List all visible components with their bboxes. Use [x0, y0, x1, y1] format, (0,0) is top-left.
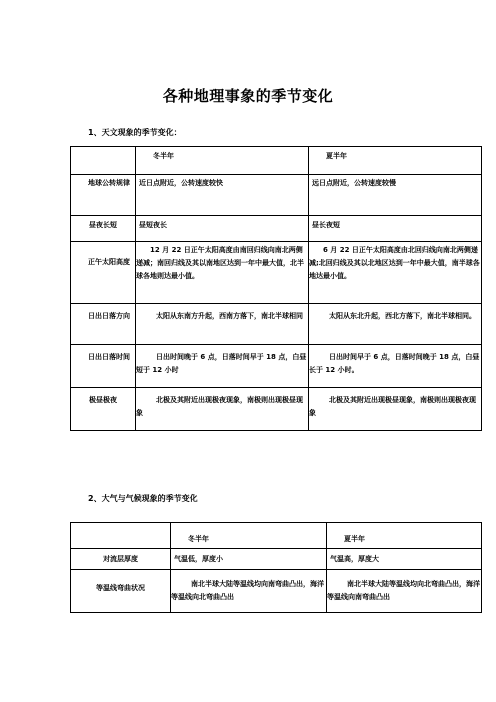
- column-header-summer: 夏半年: [309, 147, 482, 175]
- cell-daylength-summer: 昼长夜短: [309, 216, 482, 242]
- row-label-sunrise-time: 日出日落时间: [71, 345, 136, 388]
- cell-polar-winter: 北极及其附近出现极夜现象，南极则出现极昼现象: [136, 388, 309, 431]
- page-title: 各种地理事象的季节变化: [162, 87, 334, 105]
- cell-sunrise-time-winter: 日出时间晚于 6 点，日落时间早于 18 点，白昼短于 12 小时: [136, 345, 309, 388]
- cell-sunrise-time-summer: 日出时间早于 6 点，日落时间晚于 18 点，白昼长于 12 小时。: [309, 345, 482, 388]
- cell-isotherm-winter: 南北半球大陆等温线均向南弯曲凸出，海洋等温线向北弯曲凸出: [171, 570, 327, 613]
- cell-polar-summer: 北极及其附近出现极昼现象，南极则出现极夜现象: [309, 388, 482, 431]
- section-heading-astronomy: 1、天文现象的季节变化：: [88, 128, 182, 137]
- row-label-polar-day-night: 极昼极夜: [71, 388, 136, 431]
- row-label-sun-altitude: 正午太阳高度: [71, 242, 136, 304]
- row-label-orbit: 地球公转规律: [71, 175, 136, 216]
- row-label-troposphere: 对流层厚度: [71, 549, 171, 570]
- cell-orbit-summer: 远日点附近，公转速度较慢: [309, 175, 482, 216]
- column-header-winter: 冬半年: [136, 147, 309, 175]
- section-heading-atmosphere: 2、大气与气候现象的季节变化: [88, 494, 198, 503]
- cell-isotherm-summer: 南北半球大陆等温线均向北弯曲凸出，海洋等温线向南弯曲凸出: [327, 570, 482, 613]
- cell-sun-altitude-summer: 6 月 22 日正午太阳高度由北回归线向南北两侧递减;北回归线及其以北地区达到一年中最大值，南半球各地达最小值。: [309, 242, 482, 304]
- column-header-summer: 夏半年: [327, 523, 482, 549]
- cell-troposphere-summer: 气温高，厚度大: [327, 549, 482, 570]
- atmosphere-table: [70, 522, 482, 613]
- table-corner-cell: [71, 147, 136, 175]
- row-label-isotherm: 等温线弯曲状况: [71, 570, 171, 613]
- cell-sunrise-direction-summer: 太阳从东北升起，西北方落下，南北半球相同。: [309, 304, 482, 345]
- cell-sunrise-direction-winter: 太阳从东南方升起，西南方落下，南北半球相同: [136, 304, 309, 345]
- cell-troposphere-winter: 气温低，厚度小: [171, 549, 327, 570]
- table-corner-cell: [71, 523, 171, 549]
- cell-orbit-winter: 近日点附近，公转速度较快: [136, 175, 309, 216]
- row-label-sunrise-direction: 日出日落方向: [71, 304, 136, 345]
- astronomy-table: [70, 146, 482, 431]
- cell-sun-altitude-winter: 12 月 22 日正午太阳高度由南回归线向南北两侧递减；南回归线及其以南地区达到一年中最大值，北半球各地则达最小值。: [136, 242, 309, 304]
- column-header-winter: 冬半年: [171, 523, 327, 549]
- row-label-daylength: 昼夜长短: [71, 216, 136, 242]
- cell-daylength-winter: 昼短夜长: [136, 216, 309, 242]
